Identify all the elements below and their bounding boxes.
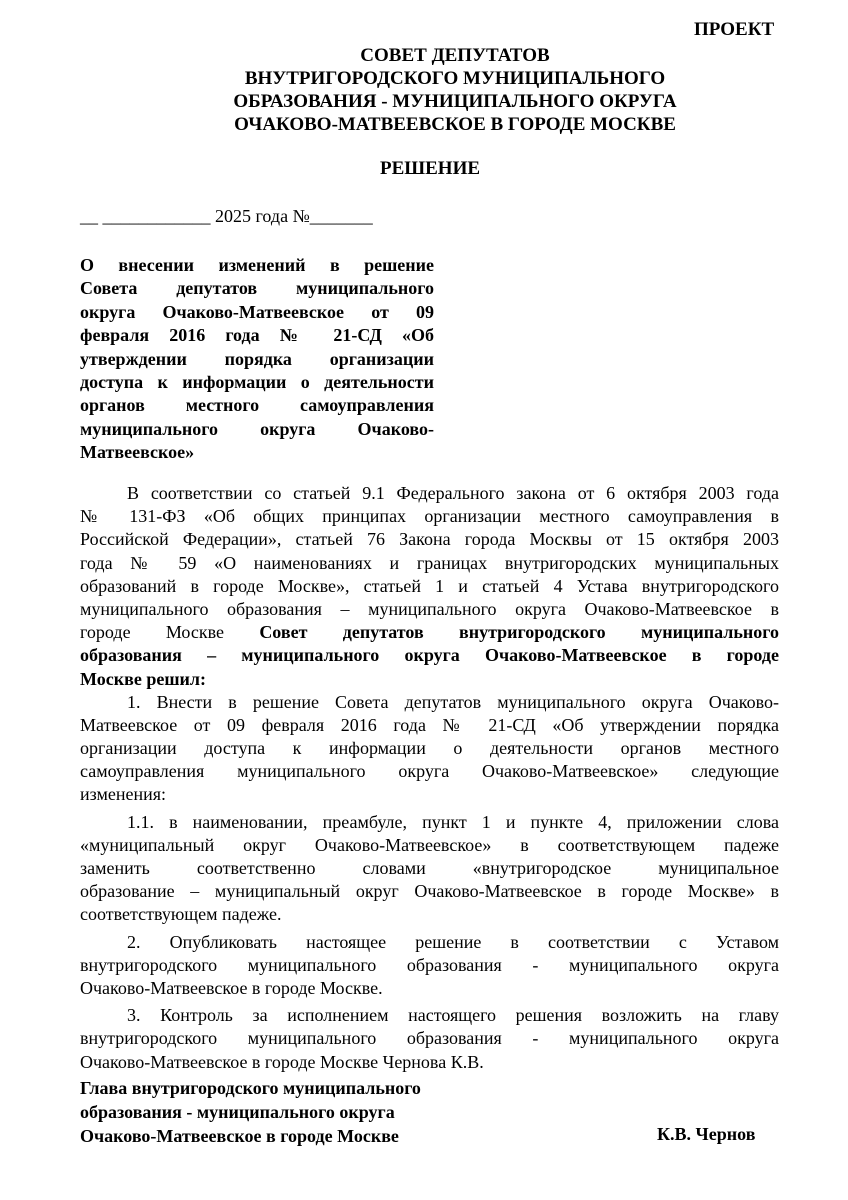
- body-line: года № 59 «О наименованиях и границах внутригородских муниципальных: [80, 552, 779, 573]
- body-line: Матвеевское от 09 февраля 2016 года № 21-СД «Об утверждении порядка: [80, 714, 779, 735]
- decision-subject: [80, 254, 434, 465]
- item-1-1: [80, 811, 779, 927]
- body-line-mixed: [80, 621, 779, 644]
- resolution-line: образования – муниципального округа Очаково-Матвеевское в городе: [80, 645, 779, 666]
- item-1: [80, 691, 779, 807]
- resolution-text: Совет депутатов внутригородского муниципального: [259, 622, 779, 643]
- body-line: самоуправления муниципального округа Очаково-Матвеевское» следующие: [80, 761, 779, 782]
- body-line: В соответствии со статьей 9.1 Федерального закона от 6 октября 2003 года: [127, 483, 779, 503]
- body-line: организации доступа к информации о деятельности органов местного: [80, 738, 779, 759]
- body-line: 1. Внести в решение Совета депутатов муниципального округа Очаково-: [127, 691, 779, 712]
- council-title: [0, 44, 848, 136]
- signature-title-line: Очаково-Матвеевское в городе Москве: [80, 1126, 399, 1146]
- council-title-line: ВНУТРИГОРОДСКОГО МУНИЦИПАЛЬНОГО: [244, 68, 666, 89]
- body-line: внутригородского муниципального образования - муниципального округа: [80, 954, 779, 975]
- council-title-line: ОЧАКОВО-МАТВЕЕВСКОЕ В ГОРОДЕ МОСКВЕ: [234, 114, 676, 135]
- decision-body: [80, 482, 779, 1074]
- body-line: Российской Федерации», статьей 76 Закона города Москвы от 15 октября 2003: [80, 529, 779, 550]
- signatory-name: К.В. Чернов: [657, 1124, 756, 1144]
- date-number-line: __ ____________ 2025 года №_______: [80, 206, 373, 226]
- resolution-line: Москве решил:: [80, 668, 206, 689]
- subject-line: округа Очаково-Матвеевское от 09: [80, 301, 434, 322]
- body-line: внутригородского муниципального образования - муниципального округа: [80, 1028, 779, 1049]
- subject-line: муниципального округа Очаково-: [80, 418, 434, 439]
- subject-line: О внесении изменений в решение: [80, 255, 434, 275]
- body-line: 1.1. в наименовании, преамбуле, пункт 1 и пункте 4, приложении слова: [127, 811, 779, 832]
- signature-block: [80, 1076, 421, 1148]
- body-line: № 131-ФЗ «Об общих принципах организации местного самоуправления в: [80, 506, 779, 527]
- body-line: изменения:: [80, 784, 167, 805]
- body-line: 3. Контроль за исполнением настоящего решения возложить на главу: [127, 1005, 779, 1026]
- item-3: [80, 1004, 779, 1074]
- body-line: 2. Опубликовать настоящее решение в соответствии с Уставом: [127, 931, 779, 952]
- body-line: соответствующем падеже.: [80, 904, 282, 925]
- subject-line: органов местного самоуправления: [80, 395, 434, 416]
- subject-line: утверждении порядка организации: [80, 348, 434, 369]
- preamble-paragraph: [80, 482, 779, 691]
- signature-title-line: образования - муниципального округа: [80, 1102, 395, 1122]
- body-line: заменить соответственно словами «внутригородское муниципальное: [80, 858, 779, 878]
- council-title-line: ОБРАЗОВАНИЯ - МУНИЦИПАЛЬНОГО ОКРУГА: [233, 91, 677, 112]
- body-text: городе Москве: [80, 622, 224, 643]
- signature-title-line: Глава внутригородского муниципального: [80, 1078, 421, 1098]
- subject-line: Матвеевское»: [80, 442, 195, 463]
- decision-title: РЕШЕНИЕ: [379, 158, 481, 179]
- body-line: Очаково-Матвеевское в городе Москве Чернова К.В.: [80, 1051, 484, 1072]
- subject-line: доступа к информации о деятельности: [80, 371, 434, 392]
- subject-line: Совета депутатов муниципального: [80, 278, 434, 299]
- body-line: Очаково-Матвеевское в городе Москве.: [80, 977, 383, 998]
- subject-line: февраля 2016 года № 21-СД «Об: [80, 325, 434, 346]
- body-line: образование – муниципальный округ Очаково-Матвеевское в городе Москве» в: [80, 881, 779, 902]
- item-2: [80, 931, 779, 1001]
- project-label: ПРОЕКТ: [694, 19, 775, 40]
- body-line: образований в городе Москве», статьей 1 и статьей 4 Устава внутригородского: [80, 575, 779, 596]
- body-line: муниципального образования – муниципального округа Очаково-Матвеевское в: [80, 598, 779, 619]
- body-line: «муниципальный округ Очаково-Матвеевское» в соответствующем падеже: [80, 834, 779, 855]
- council-title-line: СОВЕТ ДЕПУТАТОВ: [360, 45, 550, 66]
